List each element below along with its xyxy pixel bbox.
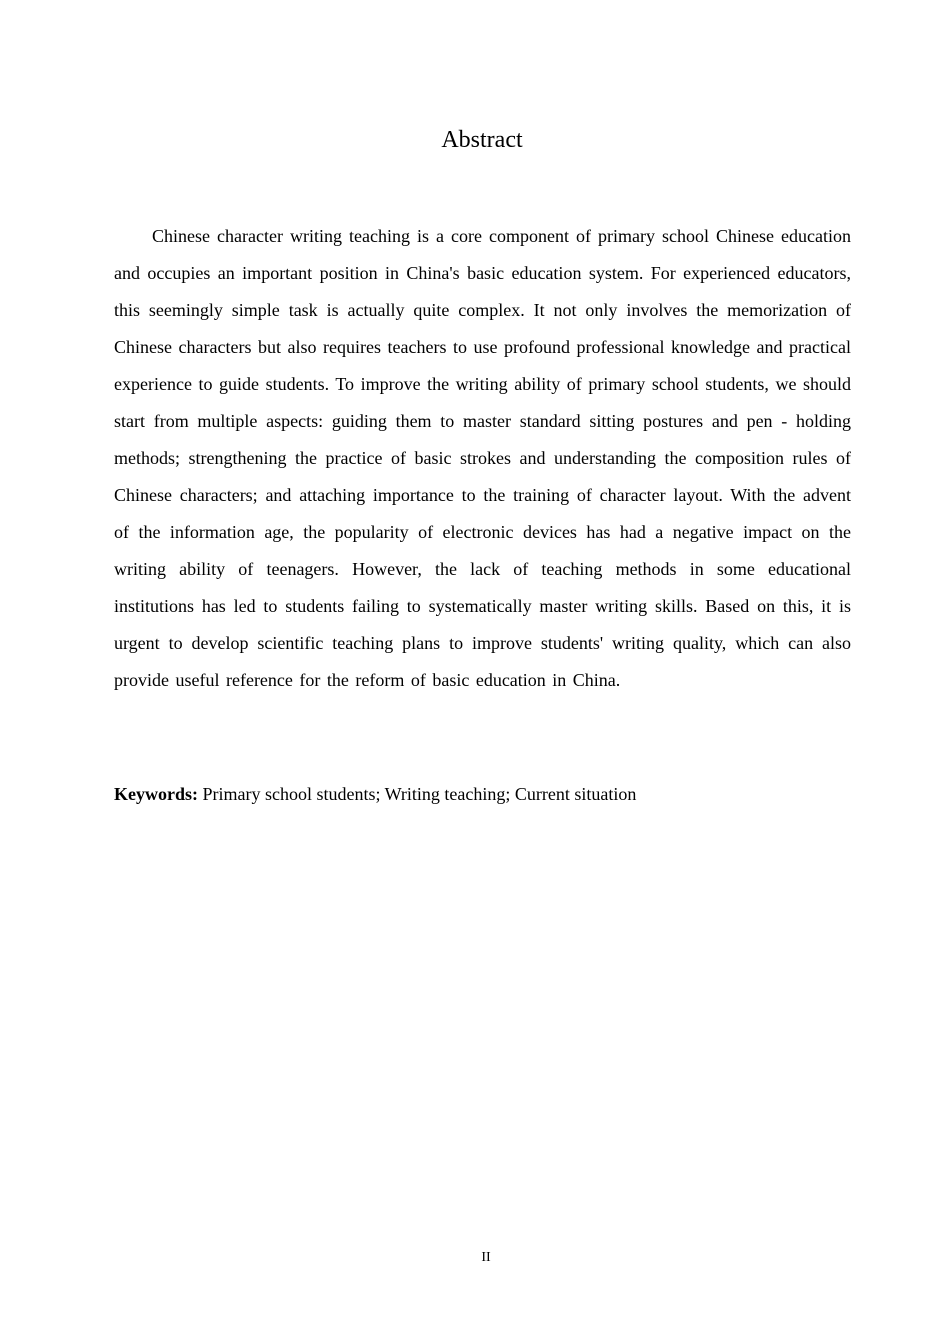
keywords-line <box>114 776 851 813</box>
page-number: II <box>481 1250 491 1265</box>
keywords-value: Primary school students; Writing teaching; Current situation <box>202 784 637 804</box>
abstract-body: Chinese character writing teaching is a core component of primary school Chinese education and occupies an important position in China's basic education system. For experienced educators, this seemingly simple task is actually quite complex. It not only involves the memorization of Chinese characters but also requires teachers to use profound professional knowledge and practical experience to guide students. To improve the writing ability of primary school students, we should start from multiple aspects: guiding them to master standard sitting postures and pen - holding methods; strengthening the practice of basic strokes and understanding the composition rules of Chinese characters; and attaching importance to the training of character layout. With the advent of the information age, the popularity of electronic devices has had a negative impact on the writing ability of teenagers. However, the lack of teaching methods in some educational institutions has led to students failing to systematically master writing skills. Based on this, it is urgent to develop scientific teaching plans to improve students' writing quality, which can also provide useful reference for the reform of basic education in China. <box>114 226 851 690</box>
keywords-label: Keywords: <box>114 784 198 804</box>
abstract-title: Abstract <box>441 127 523 153</box>
